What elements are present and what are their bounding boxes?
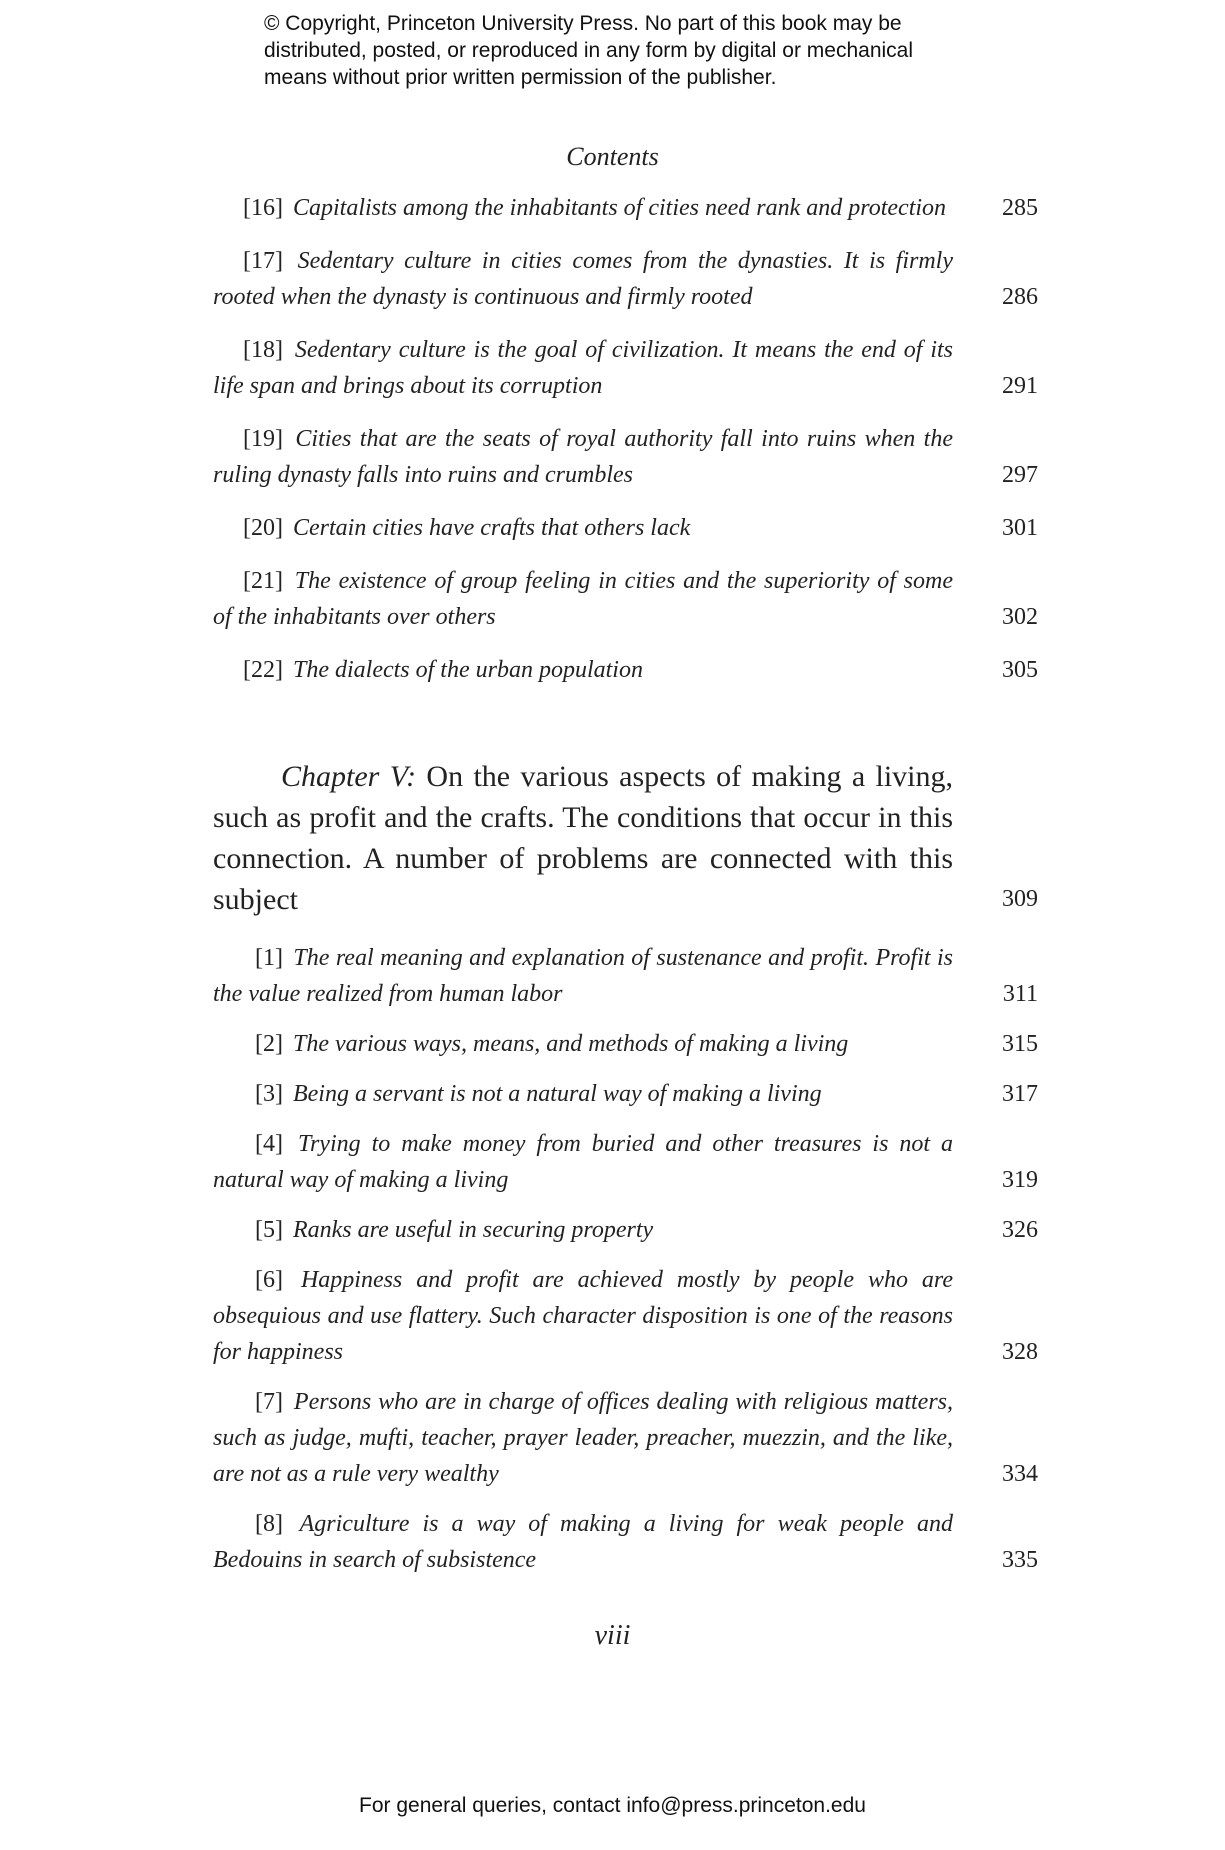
toc-entry xyxy=(213,1126,1038,1198)
entry-page: 311 xyxy=(1002,981,1038,1007)
toc-entry xyxy=(213,190,1038,226)
toc-entry xyxy=(213,1026,1038,1062)
entry-number: [6] xyxy=(255,1267,283,1293)
toc-entry xyxy=(213,510,1038,546)
entry-number: [22] xyxy=(243,657,283,683)
entry-title: The dialects of the urban population xyxy=(292,657,643,683)
entry-title: Sedentary culture is the goal of civilization. It means the end of its life span and brings about its corruption xyxy=(213,337,954,399)
entry-page: 286 xyxy=(1002,284,1038,310)
entry-title: The various ways, means, and methods of making a living xyxy=(292,1031,849,1057)
entry-title: Ranks are useful in securing property xyxy=(292,1217,654,1243)
toc-entry xyxy=(213,563,1038,635)
entry-number: [19] xyxy=(243,426,283,452)
entry-number: [21] xyxy=(243,568,283,594)
copyright-line: distributed, posted, or reproduced in any form by digital or mechanical xyxy=(264,39,914,62)
entry-title: Cities that are the seats of royal authority fall into ruins when the ruling dynasty falls into ruins and crumbles xyxy=(213,426,953,488)
chapter-label: Chapter V: xyxy=(281,760,417,793)
entry-page: 335 xyxy=(1002,1547,1038,1573)
entry-page: 334 xyxy=(1002,1461,1038,1487)
entry-page: 326 xyxy=(1002,1217,1038,1243)
toc-entry xyxy=(213,421,1038,493)
table-of-contents xyxy=(213,190,1038,1592)
entry-number: [2] xyxy=(255,1031,283,1057)
chapter-title: On the various aspects of making a living, such as profit and the crafts. The conditions that occur in this connection. A number of problems are connected with this subject xyxy=(213,760,953,916)
entry-number: [16] xyxy=(243,195,283,221)
entry-title: Capitalists among the inhabitants of cities need rank and protection xyxy=(292,195,947,221)
entry-page: 328 xyxy=(1002,1339,1038,1365)
entry-title: The real meaning and explanation of sustenance and profit. Profit is the value realized from human labor xyxy=(213,945,954,1007)
entry-title: Persons who are in charge of offices dealing with religious matters, such as judge, mufti, teacher, prayer leader, preacher, muezzin, and the like, are not as a rule very wealthy xyxy=(213,1389,953,1487)
entry-number: [7] xyxy=(255,1389,283,1415)
section-iv-entries xyxy=(213,190,1038,688)
entry-number: [18] xyxy=(243,337,283,363)
copyright-notice xyxy=(264,10,1024,91)
chapter-heading xyxy=(213,756,1038,920)
entry-page: 301 xyxy=(1002,515,1038,541)
entry-number: [4] xyxy=(255,1131,283,1157)
entry-page: 305 xyxy=(1002,657,1038,683)
entry-number: [5] xyxy=(255,1217,283,1243)
entry-page: 291 xyxy=(1002,373,1038,399)
toc-entry xyxy=(213,243,1038,315)
entry-title: Trying to make money from buried and other treasures is not a natural way of making a living xyxy=(213,1131,953,1193)
copyright-line: means without prior written permission of the publisher. xyxy=(264,66,777,89)
toc-entry xyxy=(213,332,1038,404)
toc-entry xyxy=(213,1262,1038,1370)
entry-page: 297 xyxy=(1002,462,1038,488)
toc-entry xyxy=(213,1076,1038,1112)
entry-title: Certain cities have crafts that others lack xyxy=(292,515,691,541)
entry-title: Sedentary culture in cities comes from the dynasties. It is firmly rooted when the dynasty is continuous and firmly rooted xyxy=(213,248,954,310)
entry-title: The existence of group feeling in cities and the superiority of some of the inhabitants over others xyxy=(213,568,953,630)
entry-title: Agriculture is a way of making a living for weak people and Bedouins in search of subsistence xyxy=(213,1511,953,1573)
chapter-v-entries xyxy=(213,940,1038,1578)
toc-entry xyxy=(213,1506,1038,1578)
entry-title: Happiness and profit are achieved mostly by people who are obsequious and use flattery. Such character disposition is one of the reasons for happiness xyxy=(213,1267,954,1365)
page-folio: viii xyxy=(594,1620,631,1651)
entry-page: 319 xyxy=(1002,1167,1038,1193)
entry-number: [1] xyxy=(255,945,283,971)
toc-entry xyxy=(213,1212,1038,1248)
toc-entry xyxy=(213,1384,1038,1492)
entry-page: 285 xyxy=(1002,195,1038,221)
chapter-page: 309 xyxy=(1002,886,1038,912)
entry-page: 317 xyxy=(1002,1081,1038,1107)
toc-entry xyxy=(213,940,1038,1012)
entry-number: [3] xyxy=(255,1081,283,1107)
entry-page: 315 xyxy=(1002,1031,1038,1057)
entry-number: [17] xyxy=(243,248,283,274)
entry-page: 302 xyxy=(1002,604,1038,630)
entry-number: [20] xyxy=(243,515,283,541)
copyright-line: © Copyright, Princeton University Press. No part of this book may be xyxy=(264,12,902,35)
toc-entry xyxy=(213,652,1038,688)
entry-title: Being a servant is not a natural way of making a living xyxy=(292,1081,822,1107)
entry-number: [8] xyxy=(255,1511,283,1537)
footer-contact: For general queries, contact info@press.princeton.edu xyxy=(359,1794,866,1817)
running-head: Contents xyxy=(566,142,659,171)
